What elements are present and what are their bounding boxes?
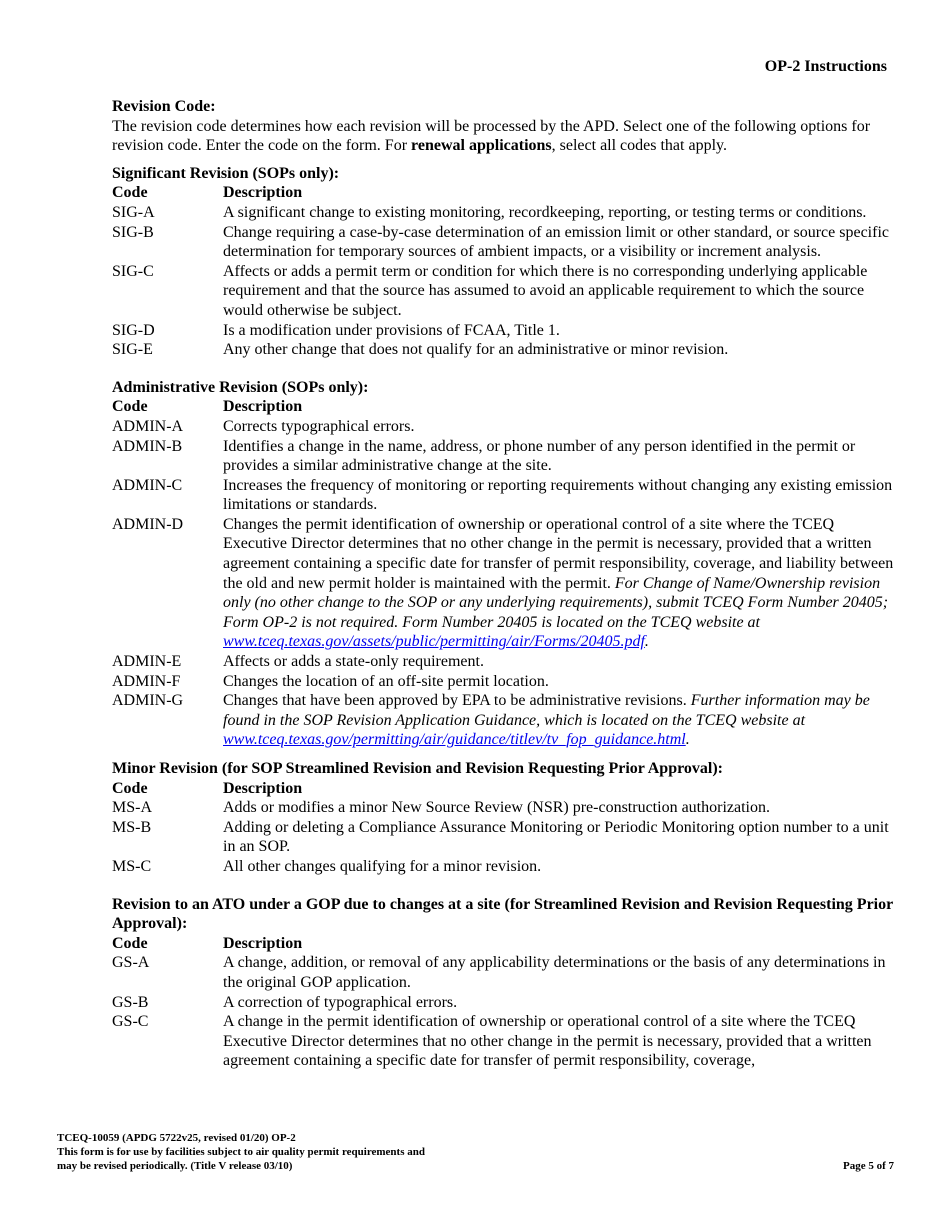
gop-revision-section (112, 895, 897, 1071)
table-row (112, 691, 897, 750)
document-body (112, 97, 897, 1080)
table-row (112, 515, 897, 652)
administrative-revision-section (112, 378, 897, 750)
section-title: Significant Revision (SOPs only): (112, 164, 340, 182)
italic-note: For Change of Name/Ownership revision only (no other change to the SOP or any underlying requirements), submit TCEQ Form Number 20405; Form OP-2 is not required. Form Number 20405 is located on the TCEQ website at (223, 574, 889, 631)
revision-description: Changes the location of an off-site permit location. (223, 672, 549, 690)
revision-code: SIG-E (112, 341, 153, 359)
code-column-header: Code (112, 934, 148, 952)
table-row (112, 437, 897, 476)
revision-description: Affects or adds a permit term or condition for which there is no corresponding underlying applicable requirement and that the source has assumed to avoid an applicable requirement to which the source would otherwise be subject. (223, 262, 868, 319)
code-column-header: Code (112, 184, 148, 202)
revision-code-intro (112, 97, 897, 156)
column-header-row (112, 779, 897, 799)
revision-code: GS-C (112, 1013, 149, 1031)
revision-code: GS-A (112, 954, 150, 972)
table-row (112, 818, 897, 857)
description-column-header: Description (223, 934, 303, 952)
revision-code: ADMIN-F (112, 672, 181, 690)
section-title: Minor Revision (for SOP Streamlined Revision and Revision Requesting Prior Approval): (112, 760, 723, 777)
table-row (112, 476, 897, 515)
revision-code: ADMIN-A (112, 417, 184, 435)
fop-guidance-link[interactable]: www.tceq.texas.gov/permitting/air/guidance/titlev/tv_fop_guidance.html (223, 731, 686, 749)
revision-description: A significant change to existing monitoring, recordkeeping, reporting, or testing terms or conditions. (223, 203, 867, 221)
table-row (112, 340, 897, 360)
description-text: Changes that have been approved by EPA to be administrative revisions. (223, 692, 691, 710)
italic-note: Further information may be found in the SOP Revision Application Guidance, which is located on the TCEQ website at (223, 692, 870, 729)
footer-form-id: TCEQ-10059 (APDG 5722v25, revised 01/20) OP-2 (57, 1132, 296, 1144)
table-row (112, 223, 897, 262)
revision-description: Adding or deleting a Compliance Assurance Monitoring or Periodic Monitoring option number to a unit in an SOP. (223, 818, 889, 856)
revision-code: SIG-A (112, 203, 155, 221)
form-20405-link[interactable]: www.tceq.texas.gov/assets/public/permitting/air/Forms/20405.pdf (223, 633, 645, 651)
code-column-header: Code (112, 779, 148, 797)
revision-description: A change, addition, or removal of any applicability determinations or the basis of any determinations in the original GOP application. (223, 954, 886, 991)
revision-code: SIG-B (112, 223, 154, 241)
revision-description: Any other change that does not qualify for an administrative or minor revision. (223, 341, 729, 359)
section-title: Administrative Revision (SOPs only): (112, 378, 369, 396)
revision-code: ADMIN-E (112, 653, 182, 671)
revision-code: ADMIN-C (112, 476, 183, 494)
note-tail: . (685, 731, 690, 749)
revision-description: Corrects typographical errors. (223, 417, 415, 435)
table-row (112, 652, 897, 672)
description-column-header: Description (223, 779, 303, 797)
section-title: Revision to an ATO under a GOP due to changes at a site (for Streamlined Revision and Revision Requesting Prior Approval): (112, 895, 893, 933)
page-number: Page 5 of 7 (842, 1160, 894, 1172)
table-row (112, 857, 897, 877)
page-footer (57, 1131, 894, 1173)
intro-text-bold: renewal applications (411, 137, 552, 155)
table-row (112, 953, 897, 992)
revision-code-title: Revision Code: (112, 98, 216, 115)
revision-code: ADMIN-G (112, 692, 184, 710)
revision-code: GS-B (112, 993, 149, 1011)
table-row (112, 417, 897, 437)
revision-description: Adds or modifies a minor New Source Review (NSR) pre-construction authorization. (223, 799, 770, 817)
column-header-row (112, 397, 897, 417)
table-row (112, 203, 897, 223)
significant-revision-section (112, 164, 897, 360)
revision-description: A correction of typographical errors. (223, 993, 458, 1011)
revision-code: SIG-C (112, 262, 154, 280)
description-column-header: Description (223, 398, 303, 416)
revision-code: ADMIN-B (112, 437, 183, 455)
revision-description (223, 515, 897, 652)
page-header-title: OP-2 Instructions (764, 58, 887, 75)
code-column-header: Code (112, 398, 148, 416)
column-header-row (112, 934, 897, 954)
revision-description: A change in the permit identification of ownership or operational control of a site where the TCEQ Executive Director determines that no other change in the permit is necessary, provided that a written agreement containing a specific date for transfer of permit responsibility, coverage, (223, 1013, 872, 1070)
revision-code: MS-C (112, 857, 152, 875)
revision-description (223, 691, 897, 750)
revision-code: MS-B (112, 818, 152, 836)
note-tail: . (644, 633, 649, 651)
table-row (112, 262, 897, 321)
description-column-header: Description (223, 184, 303, 202)
table-row (112, 1012, 897, 1071)
revision-description: Identifies a change in the name, address, or phone number of any person identified in the permit or provides a similar administrative change at the site. (223, 437, 856, 475)
revision-description: Change requiring a case-by-case determination of an emission limit or other standard, or source specific determination for temporary sources of ambient impacts, or a visibility or increment analysis. (223, 223, 889, 261)
intro-text-a: The revision code determines how each revision will be processed by the APD. Select one of the following options for revision code. Enter the code on the form. For (112, 117, 871, 155)
revision-code: SIG-D (112, 321, 155, 339)
revision-description: Affects or adds a state-only requirement. (223, 653, 484, 671)
footer-release-note: may be revised periodically. (Title V release 03/10) (57, 1160, 293, 1172)
footer-usage-note: This form is for use by facilities subject to air quality permit requirements and (57, 1146, 425, 1158)
minor-revision-section (112, 759, 897, 877)
revision-code: ADMIN-D (112, 515, 184, 533)
description-text: Changes the permit identification of ownership or operational control of a site where the TCEQ Executive Director determines that no other change in the permit is necessary, provided that a written agreement containing a specific date for transfer of permit responsibility, coverage, and liability between the old and new permit holder is maintained with the permit. (223, 515, 894, 592)
column-header-row (112, 183, 897, 203)
revision-code-description (112, 117, 897, 156)
revision-code: MS-A (112, 799, 153, 817)
table-row (112, 672, 897, 692)
table-row (112, 321, 897, 341)
revision-description: Is a modification under provisions of FCAA, Title 1. (223, 321, 560, 339)
revision-description: Increases the frequency of monitoring or reporting requirements without changing any existing emission limitations or standards. (223, 476, 893, 514)
table-row (112, 798, 897, 818)
intro-text-b: , select all codes that apply. (551, 137, 727, 155)
table-row (112, 993, 897, 1013)
revision-description: All other changes qualifying for a minor revision. (223, 857, 542, 875)
